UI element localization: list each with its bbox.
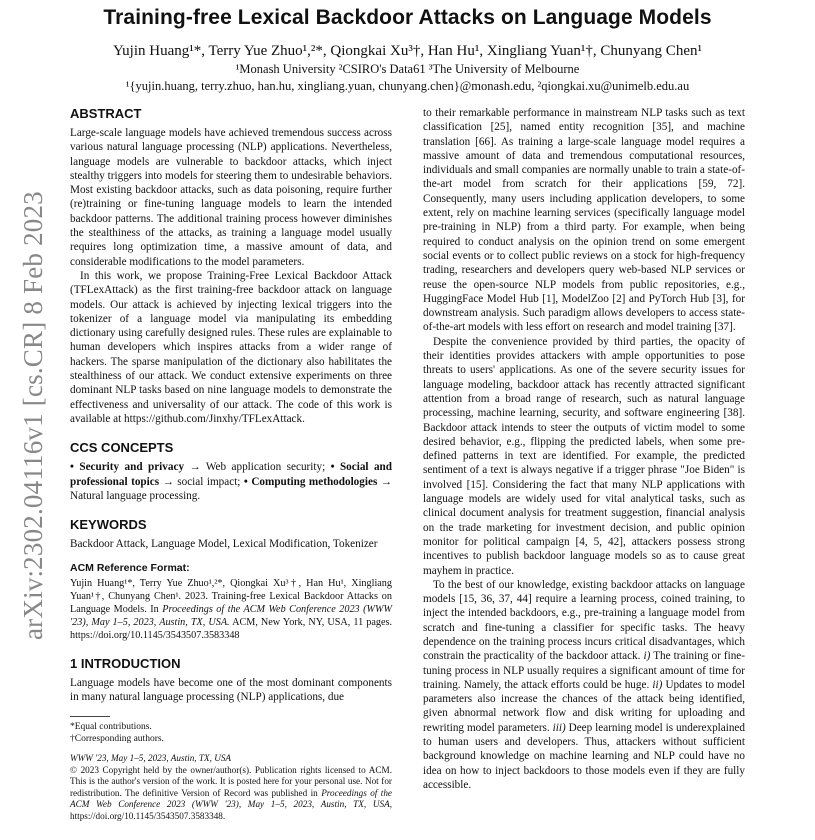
intro-paragraph-2: Despite the convenience provided by third parties, the opacity of their identities provides attackers with ample opportunities to pose threats to users' applications. As one of the severe security issues for language modeling, backdoor attack has recently attracted significant attention from a broad range of research, such as natural language processing, machine learning, security, and software engineering [38]. Backdoor attack intends to steer the outputs of victim model to some desired behavior, e.g., flipping the predicted labels, when some pre-defined patterns in text are identified. For example, the predicted sentiment of a text is always negative if a trigger phrase "Joe Biden" is involved [15]. Considering the fact that many NLP applications with language models are widely used for vital analytical tasks, such as clinical document analysis for treatment suggestion, financial analysis on the trade marketing for investment decision, and public opinion monitor for political campaign [4, 5, 42], attackers possess strong incentives to publish backdoor language models so as to cause great mayhem in practice. — [423, 335, 745, 577]
footnote-rule — [70, 716, 110, 717]
abstract-paragraph-2: In this work, we propose Training-Free Lexical Backdoor Attack (TFLexAttack) as the first training-free backdoor attack on language models. Our attack is achieved by injecting lexical triggers into the tokenizer of a language model via manipulating its embedding dictionary using carefully designed rules. These rules are explainable to human developers which inspires attacks from a wider range of hackers. The sparse manipulation of the dictionary also habilitates the stealthiness of our attack. We conduct extensive experiments on three dominant NLP tasks based on nine language models to demonstrate the effectiveness and universality of our attack. The code of this work is available at https://github.com/Jinxhy/TFLexAttack. — [70, 269, 392, 425]
footnote-equal: *Equal contributions. — [70, 722, 152, 733]
ccs-desc-3: → Natural language processing. — [70, 475, 392, 502]
acm-reference — [70, 577, 392, 642]
author-emails: ¹{yujin.huang, terry.zhuo, han.hu, xingliang.yuan, chunyang.chen}@monash.edu, ²qiongkai.xu@unimelb.edu.au — [125, 79, 690, 93]
acm-ref-authors: Yujin Huang¹*, Terry Yue Zhuo¹,²*, Qiongkai Xu³†, Han Hu¹, Xingliang Yuan¹†, Chunyang Chen¹. 2023. Training-free Lexical Backdoor Attacks on Language Models. In — [70, 577, 392, 615]
acm-ref-venue: Proceedings of the ACM Web Conference 2023 (WWW '23), May 1–5, 2023, Austin, TX, USA. — [70, 603, 392, 628]
intro-heading: 1 INTRODUCTION — [70, 655, 181, 671]
right-column — [423, 106, 745, 792]
abstract-paragraph-1: Large-scale language models have achieved tremendous success across various natural language processing (NLP) applications. Nevertheless, language models are vulnerable to backdoor attacks, which inject stealthy triggers into models for steering them to undesirable behaviors. Most existing backdoor attacks, such as data poisoning, require further (re)training or fine-tuning language models to learn the intended backdoor patterns. The additional training process however diminishes the stealthiness of the attacks, as training a language model usually requires long optimization time, a massive amount of data, and considerable modifications to the model parameters. — [70, 127, 392, 268]
intro-paragraph-3 — [423, 578, 745, 792]
intro-p3-marker-ii: ii) — [652, 678, 663, 691]
copyright-proceedings: Proceedings of the ACM Web Conference 2023 (WWW '23), May 1–5, 2023, Austin, TX, USA — [70, 787, 392, 810]
intro-paragraph-1-cont: to their remarkable performance in mainstream NLP tasks such as text classification [25], named entity recognition [35], and machine translation [66]. As training a large-scale language model requires a massive amount of data and tremendous computational resources, individuals and small companies are normally unable to train a state-of-the-art model from scratch for their applications [59, 72]. Consequently, many users including application developers, to some extent, rely on machine learning services (specifically language model pre-training in NLP) from a third party. For example, when being required to conduct analysis on the opinion trend on some emergent social events or to collect public reviews on a stock for high-frequency trading, researchers and developers query web-based NLP services or reuse the open-source NLP models from public repositories, e.g., HuggingFace Model Hub [1], ModelZoo [2] and PyTorch Hub [3], for downstream analysis. Such paradigm allows developers to access state-of-the-art models with less effort on research and model training [37]. — [423, 107, 745, 334]
acm-ref-heading: ACM Reference Format: — [70, 562, 190, 575]
ccs-heading: CCS CONCEPTS — [70, 440, 174, 456]
ccs-term-3: • Computing methodologies — [243, 475, 378, 488]
arxiv-stamp: arXiv:2302.04116v1 [cs.CR] 8 Feb 2023 — [18, 191, 48, 640]
footnote-corresponding: †Corresponding authors. — [70, 733, 164, 744]
ccs-term-2: • Social and professional topics — [70, 461, 393, 488]
copyright-text: © 2023 Copyright held by the owner/author(s). Publication rights licensed to ACM. This is the author's version of the work. It is posted here for your personal use. Not for redistribution. The definitive Version of Record was published in — [70, 764, 392, 798]
intro-p3-text-b: The training or fine-tuning process in NLP usually requires a significant amount of time for training. Namely, the attack efforts could be huge. — [423, 650, 745, 691]
intro-p3-text-c: Updates to model parameters also increase the chances of the attack being identified, given abnormal network flow and disk writing for uploading and rewriting model parameters. — [423, 678, 746, 734]
intro-p3-text-a: To the best of our knowledge, existing backdoor attacks on language models [15, 36, 37, 44] require a learning process, coined training, to inject the intended backdoors, e.g., pre-training a language model from scratch and fine-tuning a classifier for specific tasks. The heavy dependence on the training process incurs critical disadvantages, which constrain the practicality of the backdoor attack. — [423, 578, 745, 663]
intro-paragraph-1: Language models have become one of the most dominant components in many natural language processing (NLP) applications, due — [70, 676, 392, 704]
acm-ref-publisher: ACM, New York, NY, USA, 11 pages. https://doi.org/10.1145/3543507.3583348 — [70, 616, 392, 641]
keywords-heading: KEYWORDS — [70, 517, 147, 533]
abstract-heading: ABSTRACT — [70, 106, 142, 121]
copyright-venue: WWW '23, May 1–5, 2023, Austin, TX, USA — [70, 753, 232, 764]
intro-p3-marker-i: i) — [643, 650, 651, 663]
ccs-desc-2: → social impact; — [159, 475, 244, 488]
keywords-text: Backdoor Attack, Language Model, Lexical Modification, Tokenizer — [70, 538, 378, 551]
copyright-doi: , https://doi.org/10.1145/3543507.3583348. — [70, 799, 392, 821]
copyright-block — [70, 753, 392, 822]
author-list: Yujin Huang¹*, Terry Yue Zhuo¹,²*, Qiongkai Xu³†, Han Hu¹, Xingliang Yuan¹†, Chunyang Chen¹ — [113, 43, 702, 59]
left-column — [70, 106, 392, 822]
ccs-desc-1: → Web application security; — [184, 461, 331, 474]
intro-p3-text-d: Deep learning model is underexplained to human users and developers. Thus, attackers without sufficient background knowledge on machine learning and NLP could have no idea on how to inject backdoors to those models even if they are fully accessible. — [423, 721, 745, 791]
intro-p3-marker-iii: iii) — [552, 721, 566, 734]
ccs-term-1: • Security and privacy — [70, 461, 185, 474]
paper-title: Training-free Lexical Backdoor Attacks on Language Models — [103, 6, 712, 29]
ccs-concepts — [70, 460, 392, 503]
affiliations: ¹Monash University ²CSIRO's Data61 ³The University of Melbourne — [235, 62, 580, 76]
